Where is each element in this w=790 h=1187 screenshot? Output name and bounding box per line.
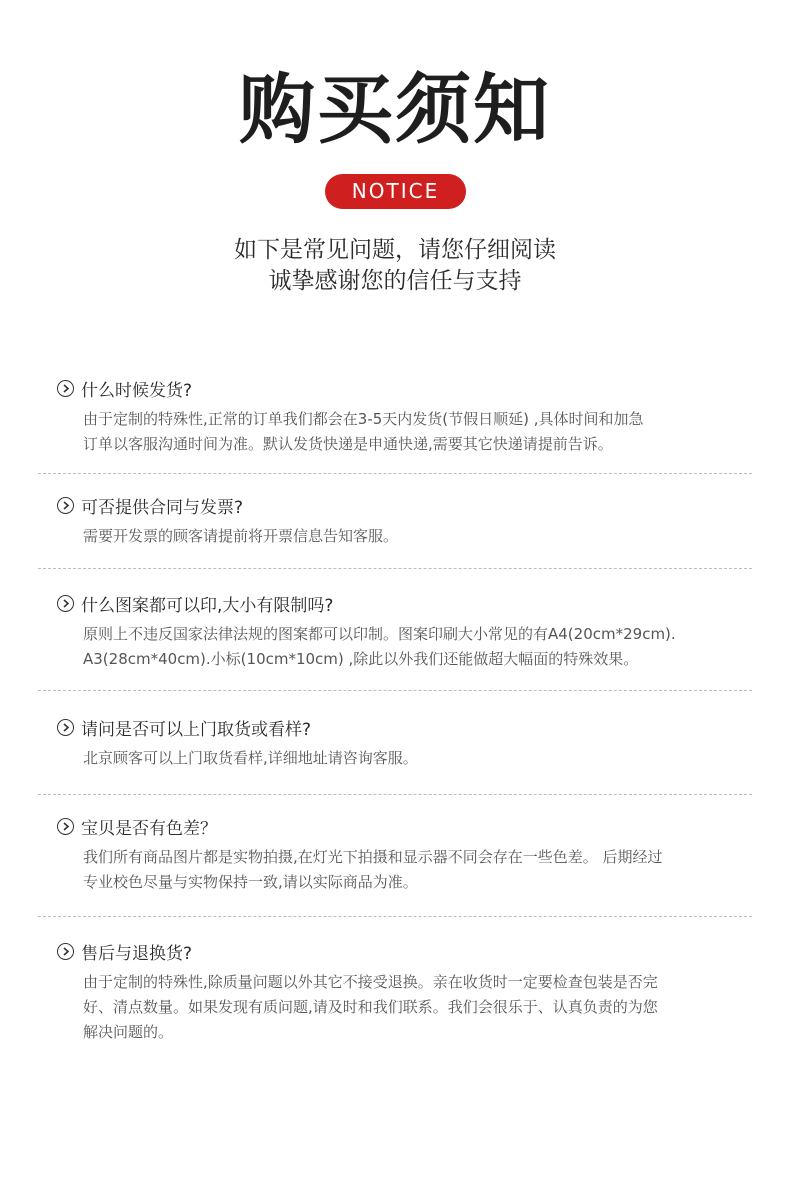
- faq-question-row: [57, 938, 737, 964]
- notice-badge: NOTICE: [325, 174, 466, 209]
- faq-question: 什么时候发货?: [81, 380, 193, 401]
- faq-answer-line: 我们所有商品图片都是实物拍摄,在灯光下拍摄和显示器不同会存在一些色差。 后期经过: [83, 848, 663, 866]
- divider: [38, 794, 752, 795]
- faq-question-row: [57, 813, 737, 839]
- divider: [38, 473, 752, 474]
- faq-question: 可否提供合同与发票?: [81, 497, 244, 518]
- faq-item-invoice: [57, 492, 737, 549]
- chevron-right-circle-icon: [57, 380, 74, 397]
- divider: [38, 568, 752, 569]
- faq-question-row: [57, 492, 737, 518]
- faq-answer-line: 好、清点数量。如果发现有质问题,请及时和我们联系。我们会很乐于、认真负责的为您: [83, 998, 658, 1016]
- faq-answer: [83, 970, 737, 1045]
- faq-answer-line: 需要开发票的顾客请提前将开票信息告知客服。: [83, 527, 399, 545]
- faq-answer-line: 由于定制的特殊性,正常的订单我们都会在3-5天内发货(节假日顺延) ,具体时间和加急: [83, 410, 644, 428]
- chevron-right-circle-icon: [57, 818, 74, 835]
- faq-answer-line: 北京顾客可以上门取货看样,详细地址请咨询客服。: [83, 749, 418, 767]
- faq-answer: [83, 845, 737, 895]
- divider: [38, 690, 752, 691]
- subtitle-line-2: 诚挚感谢您的信任与支持: [268, 268, 522, 294]
- faq-question: 什么图案都可以印,大小有限制吗?: [81, 595, 334, 616]
- faq-question-row: [57, 375, 737, 401]
- chevron-right-circle-icon: [57, 595, 74, 612]
- faq-item-after-sales: [57, 938, 737, 1045]
- faq-answer: [83, 746, 737, 771]
- faq-answer: [83, 622, 737, 672]
- faq-question-row: [57, 590, 737, 616]
- faq-answer-line: 订单以客服沟通时间为准。默认发货快递是申通快递,需要其它快递请提前告诉。: [83, 435, 613, 453]
- chevron-right-circle-icon: [57, 497, 74, 514]
- faq-answer: [83, 407, 737, 457]
- faq-item-pickup: [57, 714, 737, 771]
- chevron-right-circle-icon: [57, 943, 74, 960]
- faq-item-color-difference: [57, 813, 737, 895]
- subtitle-line-1: 如下是常见问题，请您仔细阅读: [234, 237, 556, 263]
- page-title: 购买须知: [239, 65, 551, 154]
- faq-answer-line: 原则上不违反国家法律法规的图案都可以印制。图案印刷大小常见的有A4(20cm*29cm).: [83, 625, 676, 643]
- chevron-right-circle-icon: [57, 719, 74, 736]
- faq-answer-line: 专业校色尽量与实物保持一致,请以实际商品为准。: [83, 873, 418, 891]
- faq-question: 宝贝是否有色差？: [81, 818, 217, 839]
- faq-question: 售后与退换货?: [81, 943, 193, 964]
- faq-item-print-size: [57, 590, 737, 672]
- faq-question: 请问是否可以上门取货或看样?: [81, 719, 312, 740]
- faq-answer-line: 由于定制的特殊性,除质量问题以外其它不接受退换。亲在收货时一定要检查包装是否完: [83, 973, 658, 991]
- faq-answer: [83, 524, 737, 549]
- faq-answer-line: 解决问题的。: [83, 1023, 174, 1041]
- faq-answer-line: A3(28cm*40cm).小标(10cm*10cm) ,除此以外我们还能做超大幅面的特殊效果。: [83, 650, 639, 668]
- faq-item-shipping: [57, 375, 737, 457]
- faq-question-row: [57, 714, 737, 740]
- divider: [38, 916, 752, 917]
